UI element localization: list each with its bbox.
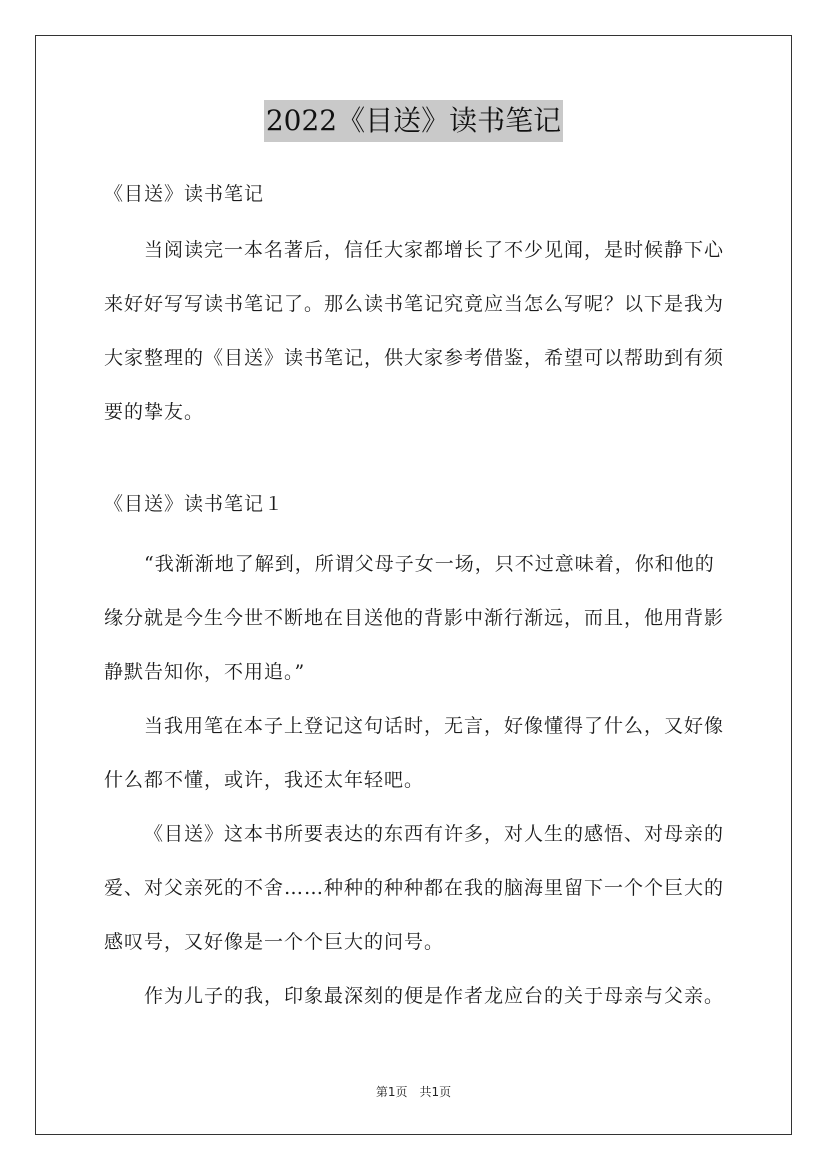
document-title-text: 2022《目送》读书笔记 — [264, 100, 563, 142]
section-paragraph: 当我用笔在本子上登记这句话时，无言，好像懂得了什么，又好像什么都不懂，或许，我还太年轻吧。 — [104, 715, 725, 791]
spacer — [104, 439, 732, 485]
document-title — [0, 100, 827, 142]
section-heading: 《目送》读书笔记１ — [104, 493, 285, 515]
section-paragraph: 《目送》这本书所要表达的东西有许多，对人生的感悟、对母亲的爱、对父亲死的不舍……种种的种种都在我的脑海里留下一个个巨大的感叹号，又好像是一个个巨大的问号。 — [104, 823, 725, 953]
intro-heading: 《目送》读书笔记 — [104, 183, 265, 205]
section-paragraph: 作为儿子的我，印象最深刻的便是作者龙应台的关于母亲与父亲。 — [144, 985, 725, 1007]
document-body — [104, 175, 732, 1023]
section-paragraph: “我渐渐地了解到，所谓父母子女一场，只不过意味着，你和他的缘分就是今生今世不断地在目送他的背影中渐行渐远，而且，他用背影静默告知你，不用追。” — [104, 553, 725, 683]
page-footer: 第1页 共1页 — [375, 1085, 452, 1099]
intro-paragraph: 当阅读完一本名著后，信任大家都增长了不少见闻，是时候静下心来好好写写读书笔记了。那么读书笔记究竟应当怎么写呢？以下是我为大家整理的《目送》读书笔记，供大家参考借鉴，希望可以帮助到有须要的挚友。 — [104, 239, 725, 423]
